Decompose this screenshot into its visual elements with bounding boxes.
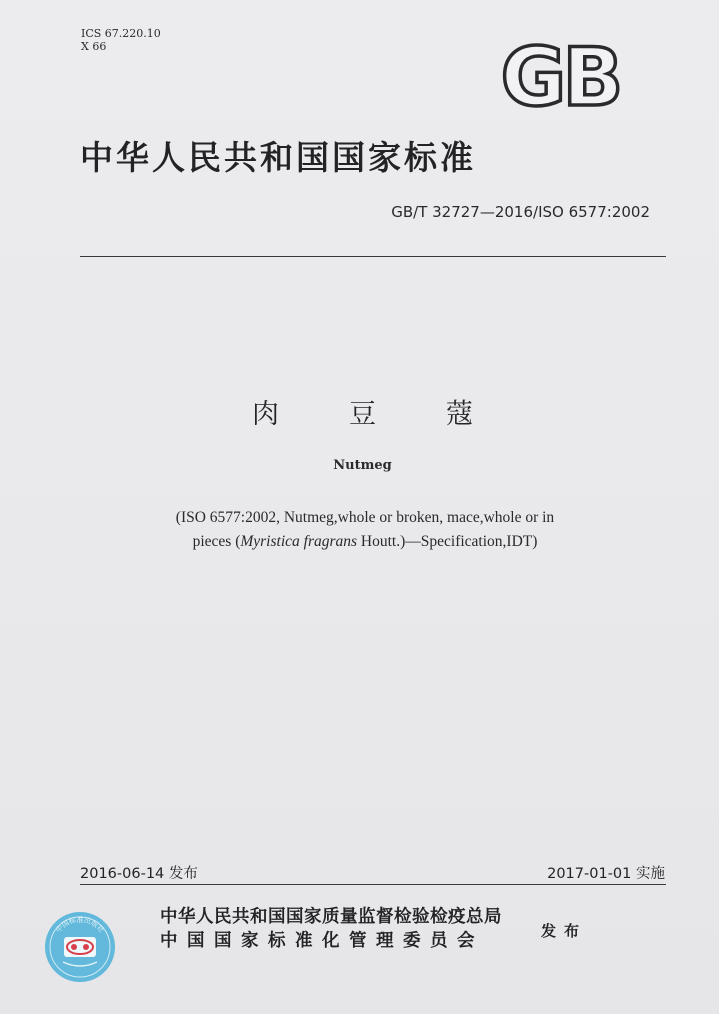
scan-edge-bottom xyxy=(0,1014,725,1024)
gb-logo xyxy=(488,38,632,114)
implementation-date: 2017-01-01 实施 xyxy=(547,866,665,882)
footer-divider xyxy=(80,884,666,885)
issue-date: 2016-06-14 发布 xyxy=(80,866,198,882)
iso-note-suffix: Houtt.)—Specification,IDT) xyxy=(357,533,538,550)
issuer-aqsiq: 中华人民共和国国家质量监督检验检疫总局 xyxy=(160,907,502,927)
national-standard-heading: 中华人民共和国国家标准 xyxy=(80,138,476,177)
issuing-authorities xyxy=(160,905,502,953)
header-divider xyxy=(80,256,666,257)
chinese-title: 肉豆蔻 xyxy=(252,399,543,430)
gb-logo-text: GB xyxy=(500,38,620,114)
ics-code: ICS 67.220.10 xyxy=(81,27,161,40)
iso-note-line-2 xyxy=(125,530,605,554)
iso-note-line-1: (ISO 6577:2002, Nutmeg,whole or broken, mace,whole or in xyxy=(175,509,555,526)
publish-label: 发布 xyxy=(541,922,588,940)
standard-number: GB/T 32727—2016/ISO 6577:2002 xyxy=(391,203,650,221)
english-title: Nutmeg xyxy=(333,458,392,473)
publisher-seal-icon xyxy=(43,910,117,984)
species-name: Myristica fragrans xyxy=(240,533,358,550)
iso-note-prefix: pieces ( xyxy=(192,533,241,550)
classification-codes xyxy=(81,27,161,53)
iso-equivalence-note xyxy=(125,506,605,554)
scan-edge-right xyxy=(719,0,725,1024)
issuer-sac: 中国国家标准化管理委员会 xyxy=(160,931,484,951)
class-code: X 66 xyxy=(81,40,107,53)
seal-text: 中国标准出版社 xyxy=(54,916,106,935)
